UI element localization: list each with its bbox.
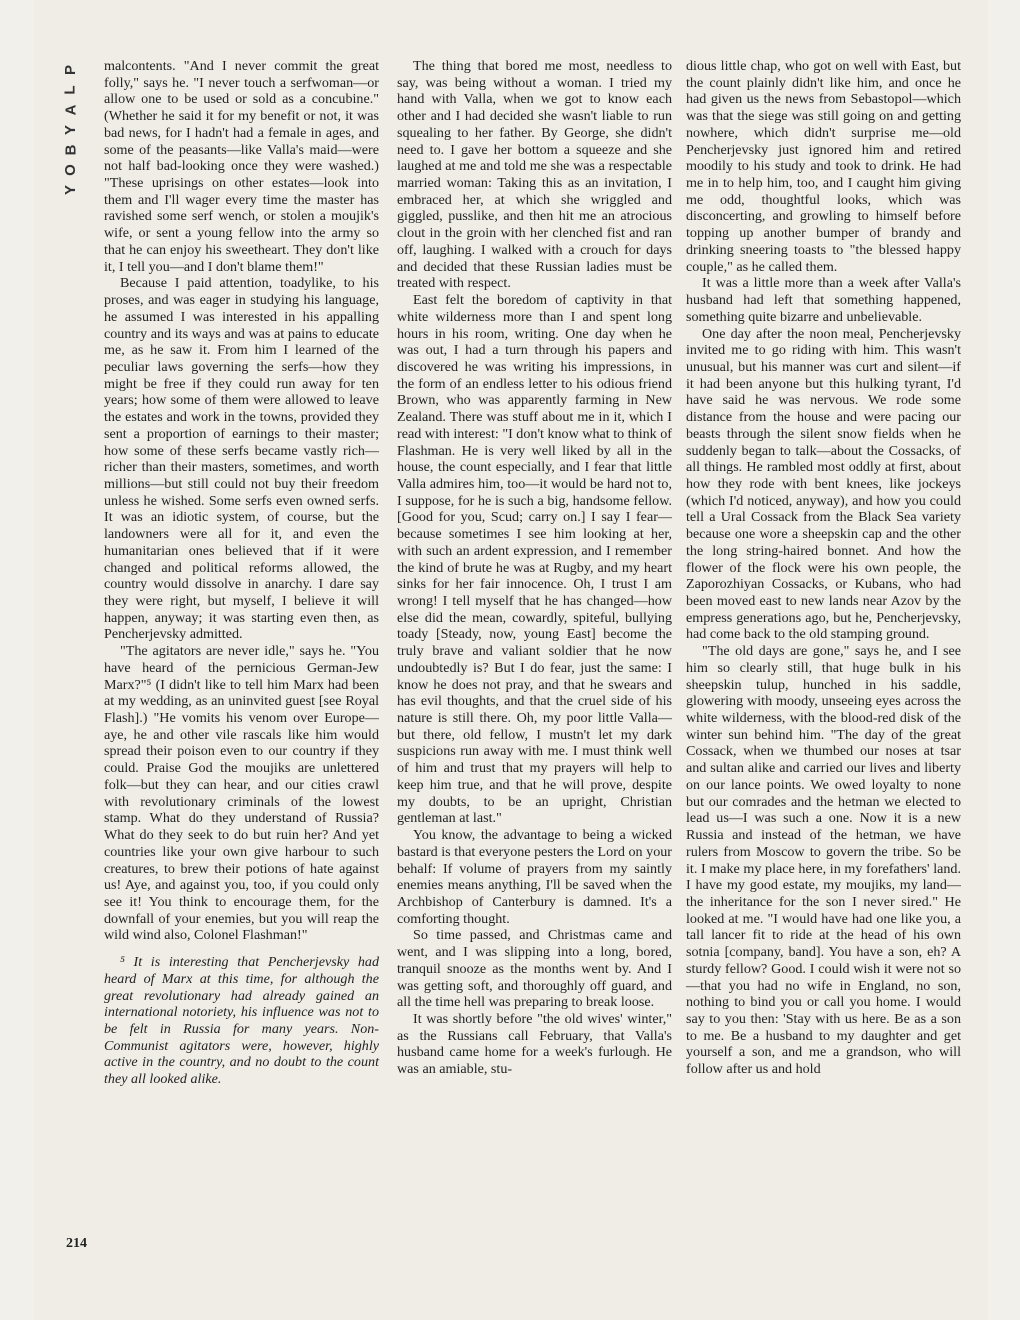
page-number: 214 (66, 1236, 87, 1251)
footnote: ⁵ It is interesting that Pencherjevsky had heard of Marx at this time, for although the great revolutionary had already gained an international notoriety, his influence was not to be felt in Russia for many years. Non-Communist agitators were, however, highly active in the country, and no doubt to the count they all looked alike. (104, 954, 379, 1088)
running-head-letter: P (61, 64, 79, 76)
running-head-letter: O (61, 164, 79, 176)
text-column-2 (397, 58, 672, 1078)
text-column-3 (686, 58, 961, 1078)
paragraph: One day after the noon meal, Pencherjevsky invited me to go riding with him. This wasn't unusual, but his manner was curt and silent—if it had been anyone but this hulking tyrant, I'd have said he was nervous. We rode some distance from the house and were pacing our beasts through the silent snow fields when he suddenly began to talk—about the Cossacks, of all things. He rambled most oddly at first, about how they rode with bent knees, like jockeys (which I'd noticed, anyway), and how you could tell a Ural Cossack from the Black Sea variety because one wore a sheepskin cap and the other the long string-haired bonnet. And how the flower of the flock were his own people, the Zaporozhiyan Cossacks, or Kubans, who had been moved east to new lands near Azov by the empress generations ago, but he, Pencherjevsky, had come back to the old stamping ground. (686, 325, 961, 643)
paragraph: You know, the advantage to being a wicked bastard is that everyone pesters the Lord on your behalf: If volume of prayers from my saintly enemies means anything, I'll be saved when the Archbishop of Canterbury is damned. It's a comforting thought. (397, 827, 672, 927)
paragraph: "The agitators are never idle," says he. "You have heard of the pernicious German-Jew Marx?"⁵ (I didn't like to tell him Marx had been at my wedding, as an uninvited guest [see Royal Flash].) "He vomits his venom over Europe—aye, he and other vile rascals like him would spread their poison even to our country if they could. Praise God the moujiks are unlettered folk—but they can hear, and our cities crawl with revolutionary criminals of the lowest stamp. What do they understand of Russia? What do they seek to do but ruin her? And yet countries like your own give harbour to such creatures, to brew their potions of hate against us! Aye, and against you, too, if you could only see it! You think to encourage them, for the downfall of your enemies, but you will reap the wild wind also, Colonel Flashman!" (104, 643, 379, 944)
paragraph: It was a little more than a week after Valla's husband had left that something happened, something quite bizarre and unbelievable. (686, 275, 961, 325)
text-column-1 (104, 58, 379, 1088)
paragraph: The thing that bored me most, needless to say, was being without a woman. I tried my hand with Valla, when we got to know each other and I had decided she wasn't liable to run squealing to her father. By George, she didn't need to. I gave her bottom a squeeze and she laughed at me and told me she was a respectable married woman: Taking this as an invitation, I embraced her, at which she wriggled and giggled, pusslike, and then hit me an atrocious clout in the groin with her clenched fist and ran off, laughing. I walked with a crouch for days and decided that these Russian ladies must be treated with respect. (397, 58, 672, 292)
paragraph: dious little chap, who got on well with East, but the count plainly didn't like him, and once he had given us the news from Sebastopol—which was that the siege was still going on and getting nowhere, which didn't surprise me—old Pencherjevsky just ignored him and retired moodily to his study and took to drink. He had me in to help him, too, and I caught him giving me odd, thoughtful looks, which was disconcerting, and growling to himself before topping up another bumper of brandy and drinking sneering toasts to "the blessed happy couple," as he called them. (686, 58, 961, 275)
paragraph: So time passed, and Christmas came and went, and I was slipping into a long, bored, tranquil snooze as the months went by. And I was getting soft, and thoroughly off guard, and all the time hell was preparing to break loose. (397, 927, 672, 1011)
magazine-page (34, 0, 988, 1320)
running-head-letter: L (61, 85, 79, 95)
paragraph: Because I paid attention, toadylike, to his proses, and was eager in studying his language, he assumed I was interested in his appalling country and its ways and was at pains to educate me, as he saw it. From him I learned of the peculiar laws governing the serfs—how they might be free if they could run away for ten years; how some of them were allowed to leave the estates and work in the towns, provided they sent a proportion of earnings to their master; how some of these serfs became vastly rich—richer than their masters, sometimes, and worth millions—but still could not buy their freedom unless he wished. Some serfs even owned serfs. It was an idiotic system, of course, but the landowners were all for it, and even the humanitarian ones believed that if it were changed and political reforms allowed, the country would dissolve in anarchy. I dare say they were right, but myself, I believe it will happen, anyway; it was starting even then, as Pencherjevsky admitted. (104, 275, 379, 643)
paragraph: malcontents. "And I never commit the great folly," says he. "I never touch a serfwoman—or allow one to be used or sold as a concubine." (Whether he said it for my benefit or not, it was bad news, for I hadn't had a female in ages, and some of the peasants—like Valla's maid—were not half bad-looking once they were washed.) "These uprisings on other estates—look into them and I'll wager every time the master has ravished some serf wench, or stolen a moujik's wife, or sent a young fellow into the army so that he can enjoy his sweetheart. They don't like it, I tell you—and I don't blame them!" (104, 58, 379, 275)
paragraph: East felt the boredom of captivity in that white wilderness more than I and spent long hours in his room, writing. One day when he was out, I had a turn through his papers and discovered he was writing his impressions, in the form of an endless letter to his odious friend Brown, who was apparently farming in New Zealand. There was stuff about me in it, which I read with interest: "I don't know what to think of Flashman. He is very well liked by all in the house, the count especially, and I fear that little Valla admires him, too—it would be hard not to, I suppose, for he is such a big, handsome fellow. [Good for you, Scud; carry on.] I say I fear—because sometimes I see him looking at her, with such an ardent expression, and I remember the kind of brute he was at Rugby, and my heart sinks for her fair innocence. Oh, I trust I am wrong! I tell myself that he has changed—how else did the mean, cowardly, spiteful, bullying toady [Steady, now, young East] become the truly brave and valiant soldier that he now undoubtedly is? But I do fear, just the same: I know he does not pray, and that he swears and has evil thoughts, and that the cruel side of his nature is still there. Oh, my poor little Valla—but there, old fellow, I mustn't let my dark suspicions run away with me. I must think well of him and trust that my prayers will help to keep him true, and that he will prove, despite my doubts, to be an upright, Christian gentleman at last." (397, 292, 672, 827)
running-head-letter: B (62, 144, 79, 156)
running-head-letter: Y (61, 124, 79, 136)
running-head (60, 60, 82, 200)
paragraph: "The old days are gone," says he, and I see him so clearly still, that huge bulk in his sheepskin tulup, hunched in his saddle, glowering with moody, unseeing eyes across the white wilderness, with the blood-red disk of the winter sun behind him. "The day of the great Cossack, when we thumbed our noses at tsar and sultan alike and carried our lives and liberty on our lance points. We owed loyalty to none but our comrades and the hetman we elected to lead us—I was such a one. Now it is a new Russia and instead of the hetman, we have rulers from Moscow to govern the tribe. So be it. I make my place here, in my forefathers' land. I have my good estate, my moujiks, my land—the inheritance for the son I never sired." He looked at me. "I would have had one like you, a tall lancer fit to ride at the head of his own sotnia [company, band]. You have a son, eh? A sturdy fellow? Good. I could wish it were not so—that you had no wife in England, no son, nothing to bind you or call you home. I would say to you then: 'Stay with us here. Be as a son to me. Be a husband to my daughter and get yourself a son, and me a grandson, who will follow after us and hold (686, 643, 961, 1078)
running-head-letter: A (62, 104, 79, 116)
paragraph: It was shortly before "the old wives' winter," as the Russians call February, that Valla's husband came home for a week's furlough. He was an amiable, stu- (397, 1010, 672, 1078)
running-head-letter: Y (61, 184, 79, 196)
